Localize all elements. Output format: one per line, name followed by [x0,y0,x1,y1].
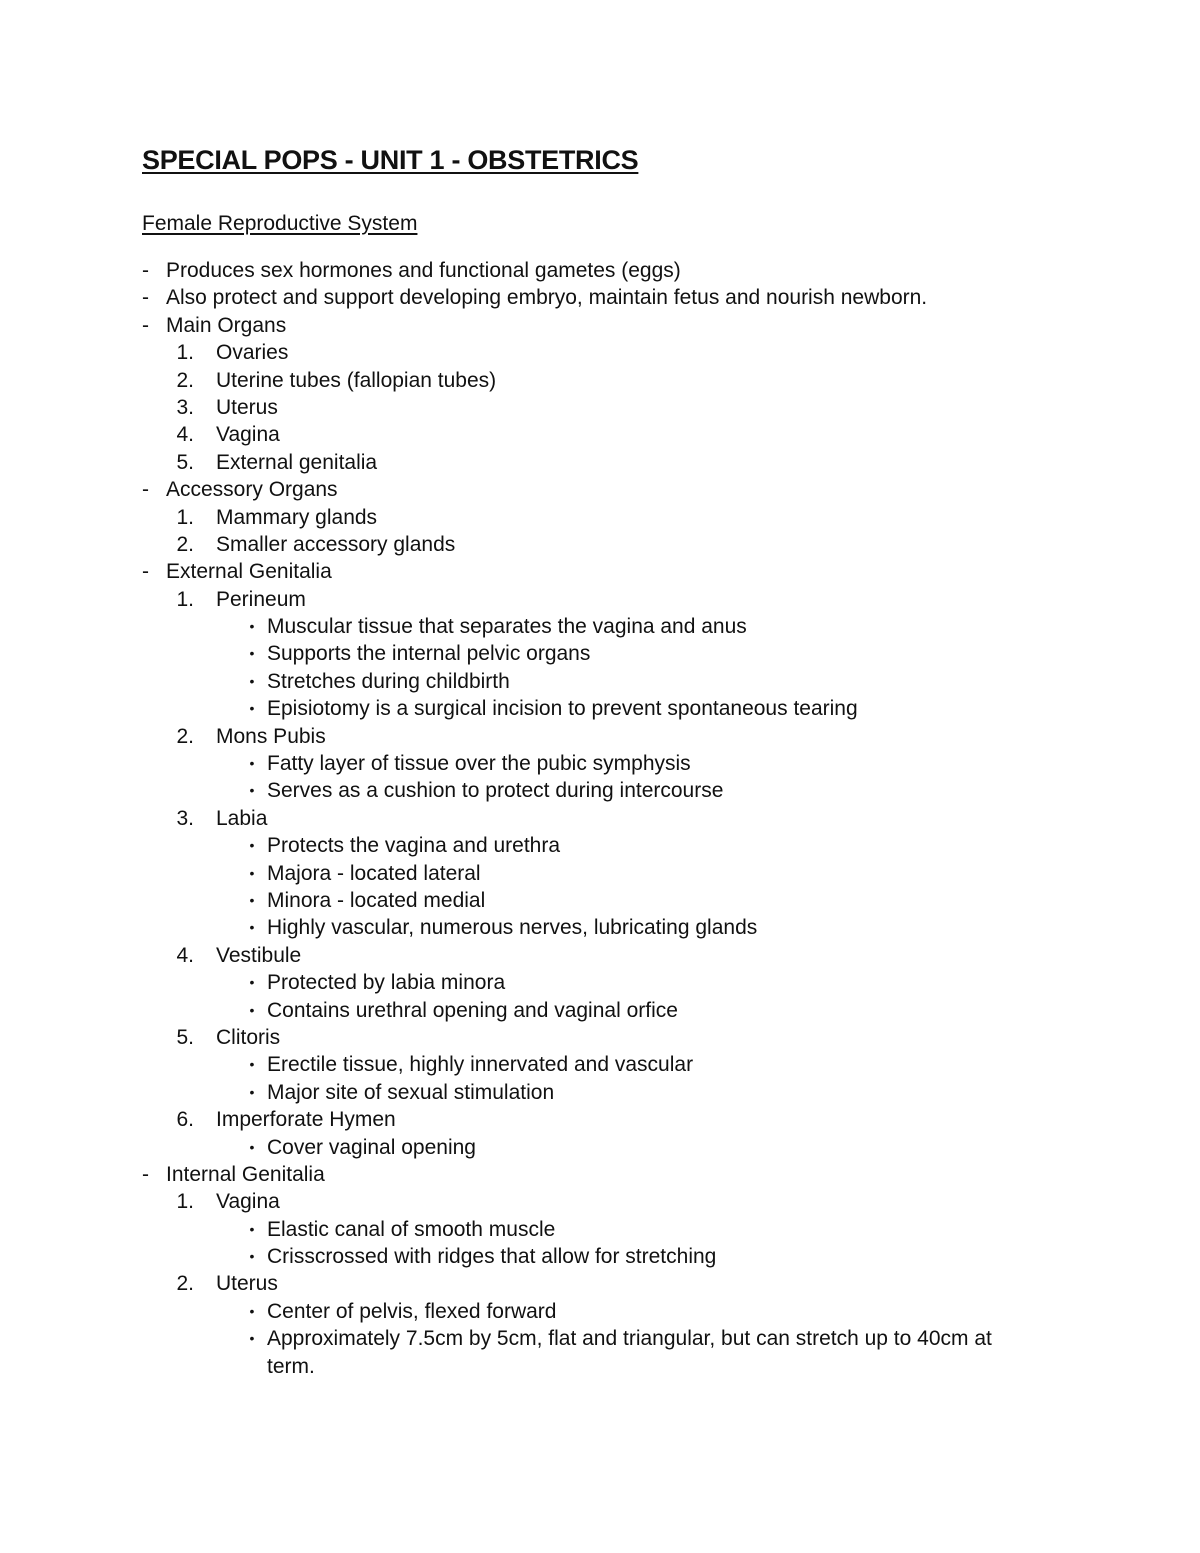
bullet-marker: • [249,1302,255,1319]
list-number: 4. [176,423,194,447]
dash-list-item [142,1161,1142,1188]
list-item-text: Majora - located lateral [267,861,481,885]
list-number: 1. [176,587,194,611]
list-number: 1. [176,1190,194,1214]
list-item-text: Muscular tissue that separates the vagina and anus [267,615,747,639]
outline-list [142,257,1142,1380]
bullet-list-item [142,997,1142,1024]
bullet-marker: • [249,700,255,717]
bullet-list-item [142,1243,1142,1270]
list-item-text: Smaller accessory glands [216,532,456,556]
list-item-text: Uterus [216,1272,278,1296]
bullet-list-item [142,1079,1142,1106]
numbered-list-item [142,504,1142,531]
numbered-list-item [142,1106,1142,1133]
list-number: 2. [176,1272,194,1296]
bullet-marker: • [249,864,255,881]
bullet-list-item [142,777,1142,804]
list-item-text: Approximately 7.5cm by 5cm, flat and triangular, but can stretch up to 40cm at term. [267,1327,992,1378]
list-item-text: Uterine tubes (fallopian tubes) [216,368,497,392]
list-item-text: Minora - located medial [267,888,486,912]
list-number: 5. [176,1025,194,1049]
bullet-list-item [142,832,1142,859]
bullet-marker: • [249,1001,255,1018]
list-item-text: Vagina [216,423,280,447]
dash-list-item [142,284,1142,311]
bullet-marker: • [249,891,255,908]
list-item-text: Accessory Organs [166,478,338,502]
dash-list-item [142,558,1142,585]
numbered-list-item [142,723,1142,750]
bullet-marker: • [249,837,255,854]
list-item-text: Perineum [216,587,306,611]
list-number: 2. [176,368,194,392]
list-item-text: Imperforate Hymen [216,1108,396,1132]
list-item-text: Clitoris [216,1025,281,1049]
list-item-text: Protects the vagina and urethra [267,834,561,858]
numbered-list-item [142,394,1142,421]
list-item-text: Vagina [216,1190,280,1214]
list-number: 5. [176,450,194,474]
bullet-list-item [142,1298,1142,1325]
list-item-text: Center of pelvis, flexed forward [267,1299,557,1323]
list-item-text: Episiotomy is a surgical incision to prevent spontaneous tearing [267,697,858,721]
dash-marker: - [142,286,149,310]
list-number: 1. [176,505,194,529]
numbered-list-item [142,942,1142,969]
list-number: 2. [176,724,194,748]
bullet-marker: • [249,672,255,689]
bullet-list-item [142,1216,1142,1243]
bullet-marker: • [249,1248,255,1265]
list-number: 2. [176,532,194,556]
dash-list-item [142,312,1142,339]
numbered-list-item [142,421,1142,448]
list-item-text: Supports the internal pelvic organs [267,642,591,666]
list-number: 1. [176,341,194,365]
list-item-text: Highly vascular, numerous nerves, lubricating glands [267,916,758,940]
bullet-list-item [142,668,1142,695]
bullet-marker: • [249,645,255,662]
list-item-text: Mons Pubis [216,724,326,748]
list-item-text: Produces sex hormones and functional gametes (eggs) [166,259,681,282]
bullet-list-item [142,695,1142,722]
list-item-text: Elastic canal of smooth muscle [267,1217,556,1241]
bullet-list-item [142,887,1142,914]
numbered-list-item [142,449,1142,476]
list-number: 6. [176,1108,194,1132]
dash-marker: - [142,313,149,337]
list-item-text: Also protect and support developing embryo, maintain fetus and nourish newborn. [166,286,928,310]
numbered-list-item [142,1188,1142,1215]
dash-marker: - [142,560,149,584]
bullet-list-item [142,1051,1142,1078]
list-item-text: External Genitalia [166,560,332,584]
numbered-list-item [142,805,1142,832]
list-number: 3. [176,806,194,830]
list-item-text: Mammary glands [216,505,378,529]
list-item-text: Ovaries [216,341,289,365]
bullet-marker: • [249,919,255,936]
list-item-text: Crisscrossed with ridges that allow for stretching [267,1245,717,1269]
document-page [142,140,1142,1380]
document-title: SPECIAL POPS - UNIT 1 - OBSTETRICS [142,145,639,175]
list-item-text: External genitalia [216,450,378,474]
bullet-marker: • [249,618,255,635]
bullet-marker: • [249,1330,255,1347]
dash-marker: - [142,478,149,502]
numbered-list-item [142,586,1142,613]
list-item-text: Contains urethral opening and vaginal orfice [267,998,678,1022]
numbered-list-item [142,531,1142,558]
bullet-marker: • [249,1083,255,1100]
section-heading: Female Reproductive System [142,212,418,235]
list-item-text: Internal Genitalia [166,1162,325,1186]
list-item-text: Fatty layer of tissue over the pubic symphysis [267,752,691,776]
list-item-text: Serves as a cushion to protect during intercourse [267,779,724,803]
list-item-text: Erectile tissue, highly innervated and vascular [267,1053,694,1077]
dash-list-item [142,257,1142,284]
numbered-list-item [142,367,1142,394]
list-number: 4. [176,943,194,967]
list-item-text: Stretches during childbirth [267,669,510,693]
list-item-text: Uterus [216,395,278,419]
bullet-marker: • [249,755,255,772]
bullet-list-item [142,1134,1142,1161]
bullet-list-item [142,860,1142,887]
list-item-text: Protected by labia minora [267,971,506,995]
dash-list-item [142,476,1142,503]
bullet-list-item [142,914,1142,941]
list-number: 3. [176,395,194,419]
list-item-text: Vestibule [216,943,302,967]
dash-marker: - [142,259,149,282]
bullet-marker: • [249,974,255,991]
list-item-text: Cover vaginal opening [267,1135,476,1159]
bullet-list-item [142,613,1142,640]
bullet-marker: • [249,1138,255,1155]
bullet-list-item [142,1325,1142,1380]
bullet-list-item [142,969,1142,996]
bullet-marker: • [249,1056,255,1073]
list-item-text: Labia [216,806,268,830]
bullet-marker: • [249,782,255,799]
bullet-list-item [142,640,1142,667]
dash-marker: - [142,1162,149,1186]
list-item-text: Main Organs [166,313,287,337]
numbered-list-item [142,339,1142,366]
numbered-list-item [142,1270,1142,1297]
bullet-list-item [142,750,1142,777]
bullet-marker: • [249,1220,255,1237]
numbered-list-item [142,1024,1142,1051]
list-item-text: Major site of sexual stimulation [267,1080,555,1104]
